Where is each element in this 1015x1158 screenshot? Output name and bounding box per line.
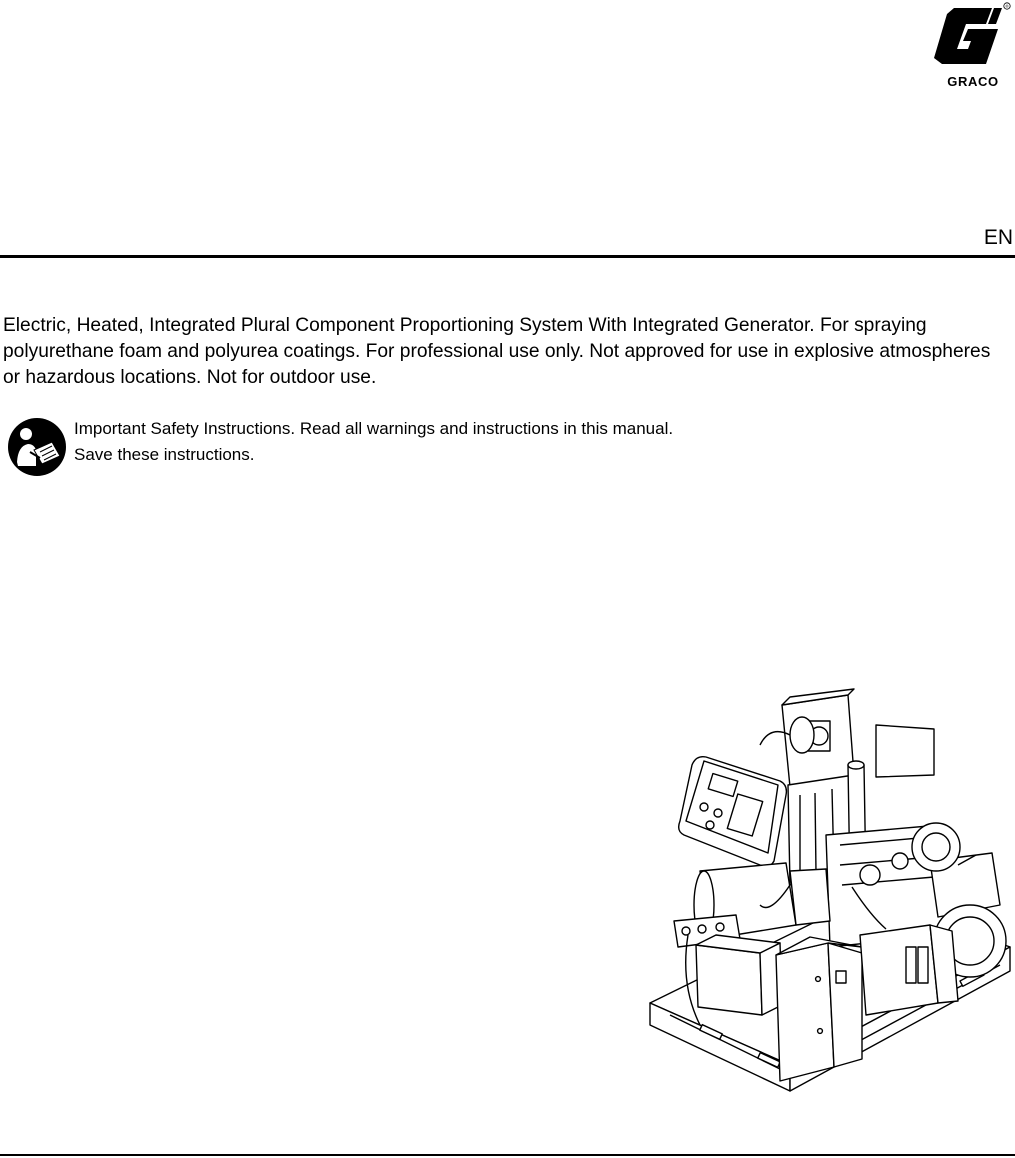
language-code: EN <box>983 226 1013 249</box>
top-divider <box>0 255 1015 258</box>
brand-name: GRACO <box>947 74 999 89</box>
registered-mark: ® <box>1005 3 1009 9</box>
proportioning-system-illustration <box>640 685 1015 1115</box>
product-description: Electric, Heated, Integrated Plural Component Proportioning System With Integrated Generator. For spraying polyurethane foam and polyurea coatings. For professional use only. Not approved for use in explosive atmospheres or hazardous locations. Not for outdoor use. <box>3 315 991 388</box>
read-manual-icon <box>6 416 68 478</box>
graco-logo <box>930 2 1014 92</box>
bottom-divider <box>0 1154 1015 1156</box>
graco-g-logo-icon <box>930 2 1014 92</box>
safety-notice-text: Important Safety Instructions. Read all warnings and instructions in this manual. Save these instructions. <box>74 419 674 464</box>
